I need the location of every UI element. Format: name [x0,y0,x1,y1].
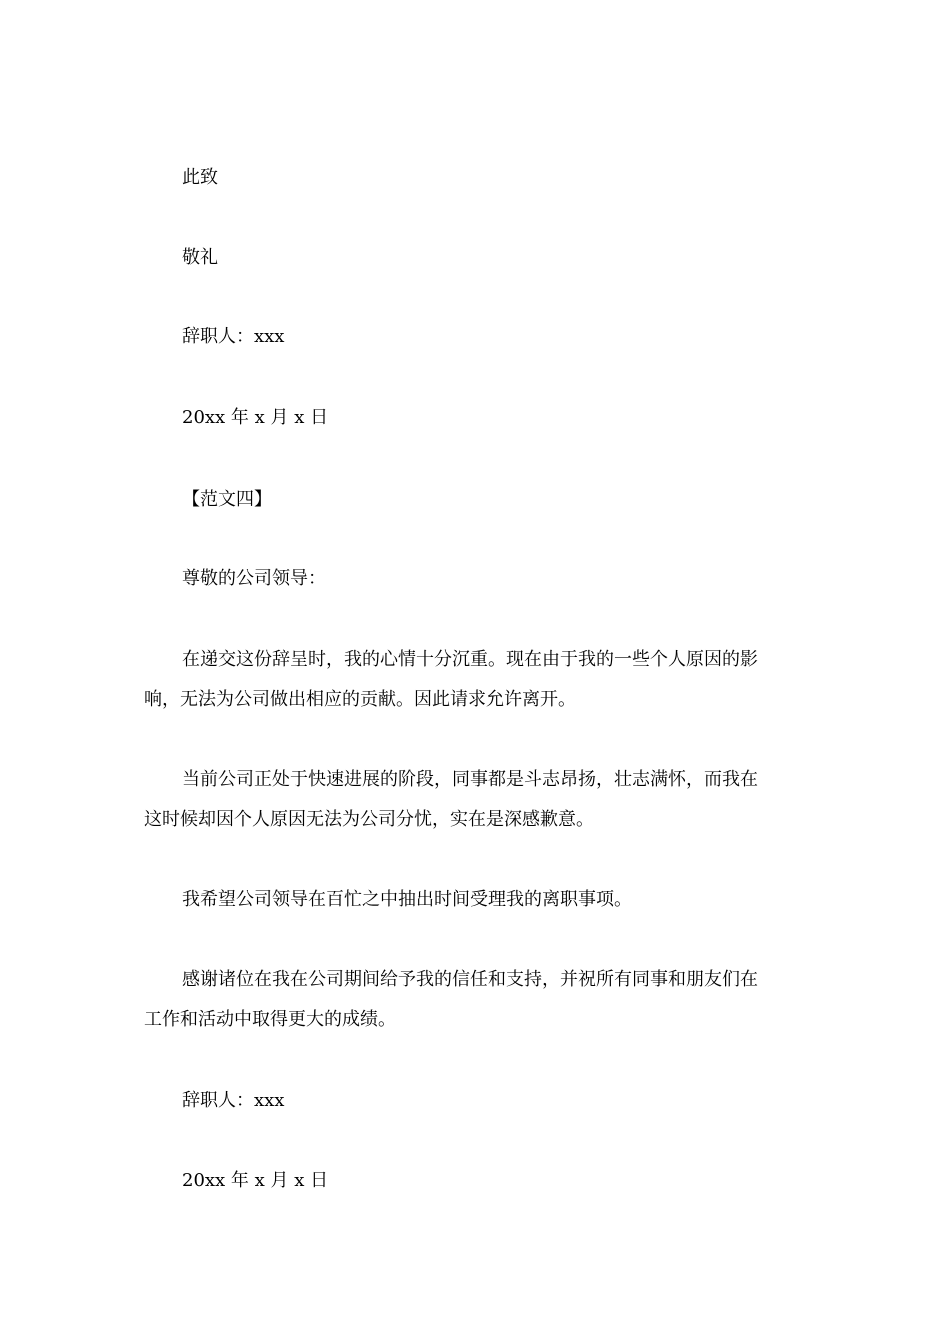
paragraph-4-line-2: 工作和活动中取得更大的成绩。 [144,1009,396,1030]
salutation: 尊敬的公司领导： [182,568,326,589]
paragraph-2-line-2: 这时候却因个人原因无法为公司分忧，实在是深感歉意。 [144,809,594,830]
section-heading: 【范文四】 [182,489,272,510]
date-line-2: 20xx 年 x 月 x 日 [182,1170,329,1191]
paragraph-2-line-1: 当前公司正处于快速进展的阶段，同事都是斗志昂扬，壮志满怀，而我在 [182,769,758,790]
signature-line-2: 辞职人：xxx [182,1090,285,1111]
closing-line-1: 此致 [182,167,218,188]
paragraph-1-line-2: 响，无法为公司做出相应的贡献。因此请求允许离开。 [144,689,576,710]
paragraph-3-line-1: 我希望公司领导在百忙之中抽出时间受理我的离职事项。 [182,889,632,910]
paragraph-1-line-1: 在递交这份辞呈时，我的心情十分沉重。现在由于我的一些个人原因的影 [182,649,758,670]
closing-line-2: 敬礼 [182,247,218,268]
paragraph-4-line-1: 感谢诸位在我在公司期间给予我的信任和支持，并祝所有同事和朋友们在 [182,969,758,990]
date-line-1: 20xx 年 x 月 x 日 [182,407,329,428]
signature-line-1: 辞职人：xxx [182,326,285,347]
